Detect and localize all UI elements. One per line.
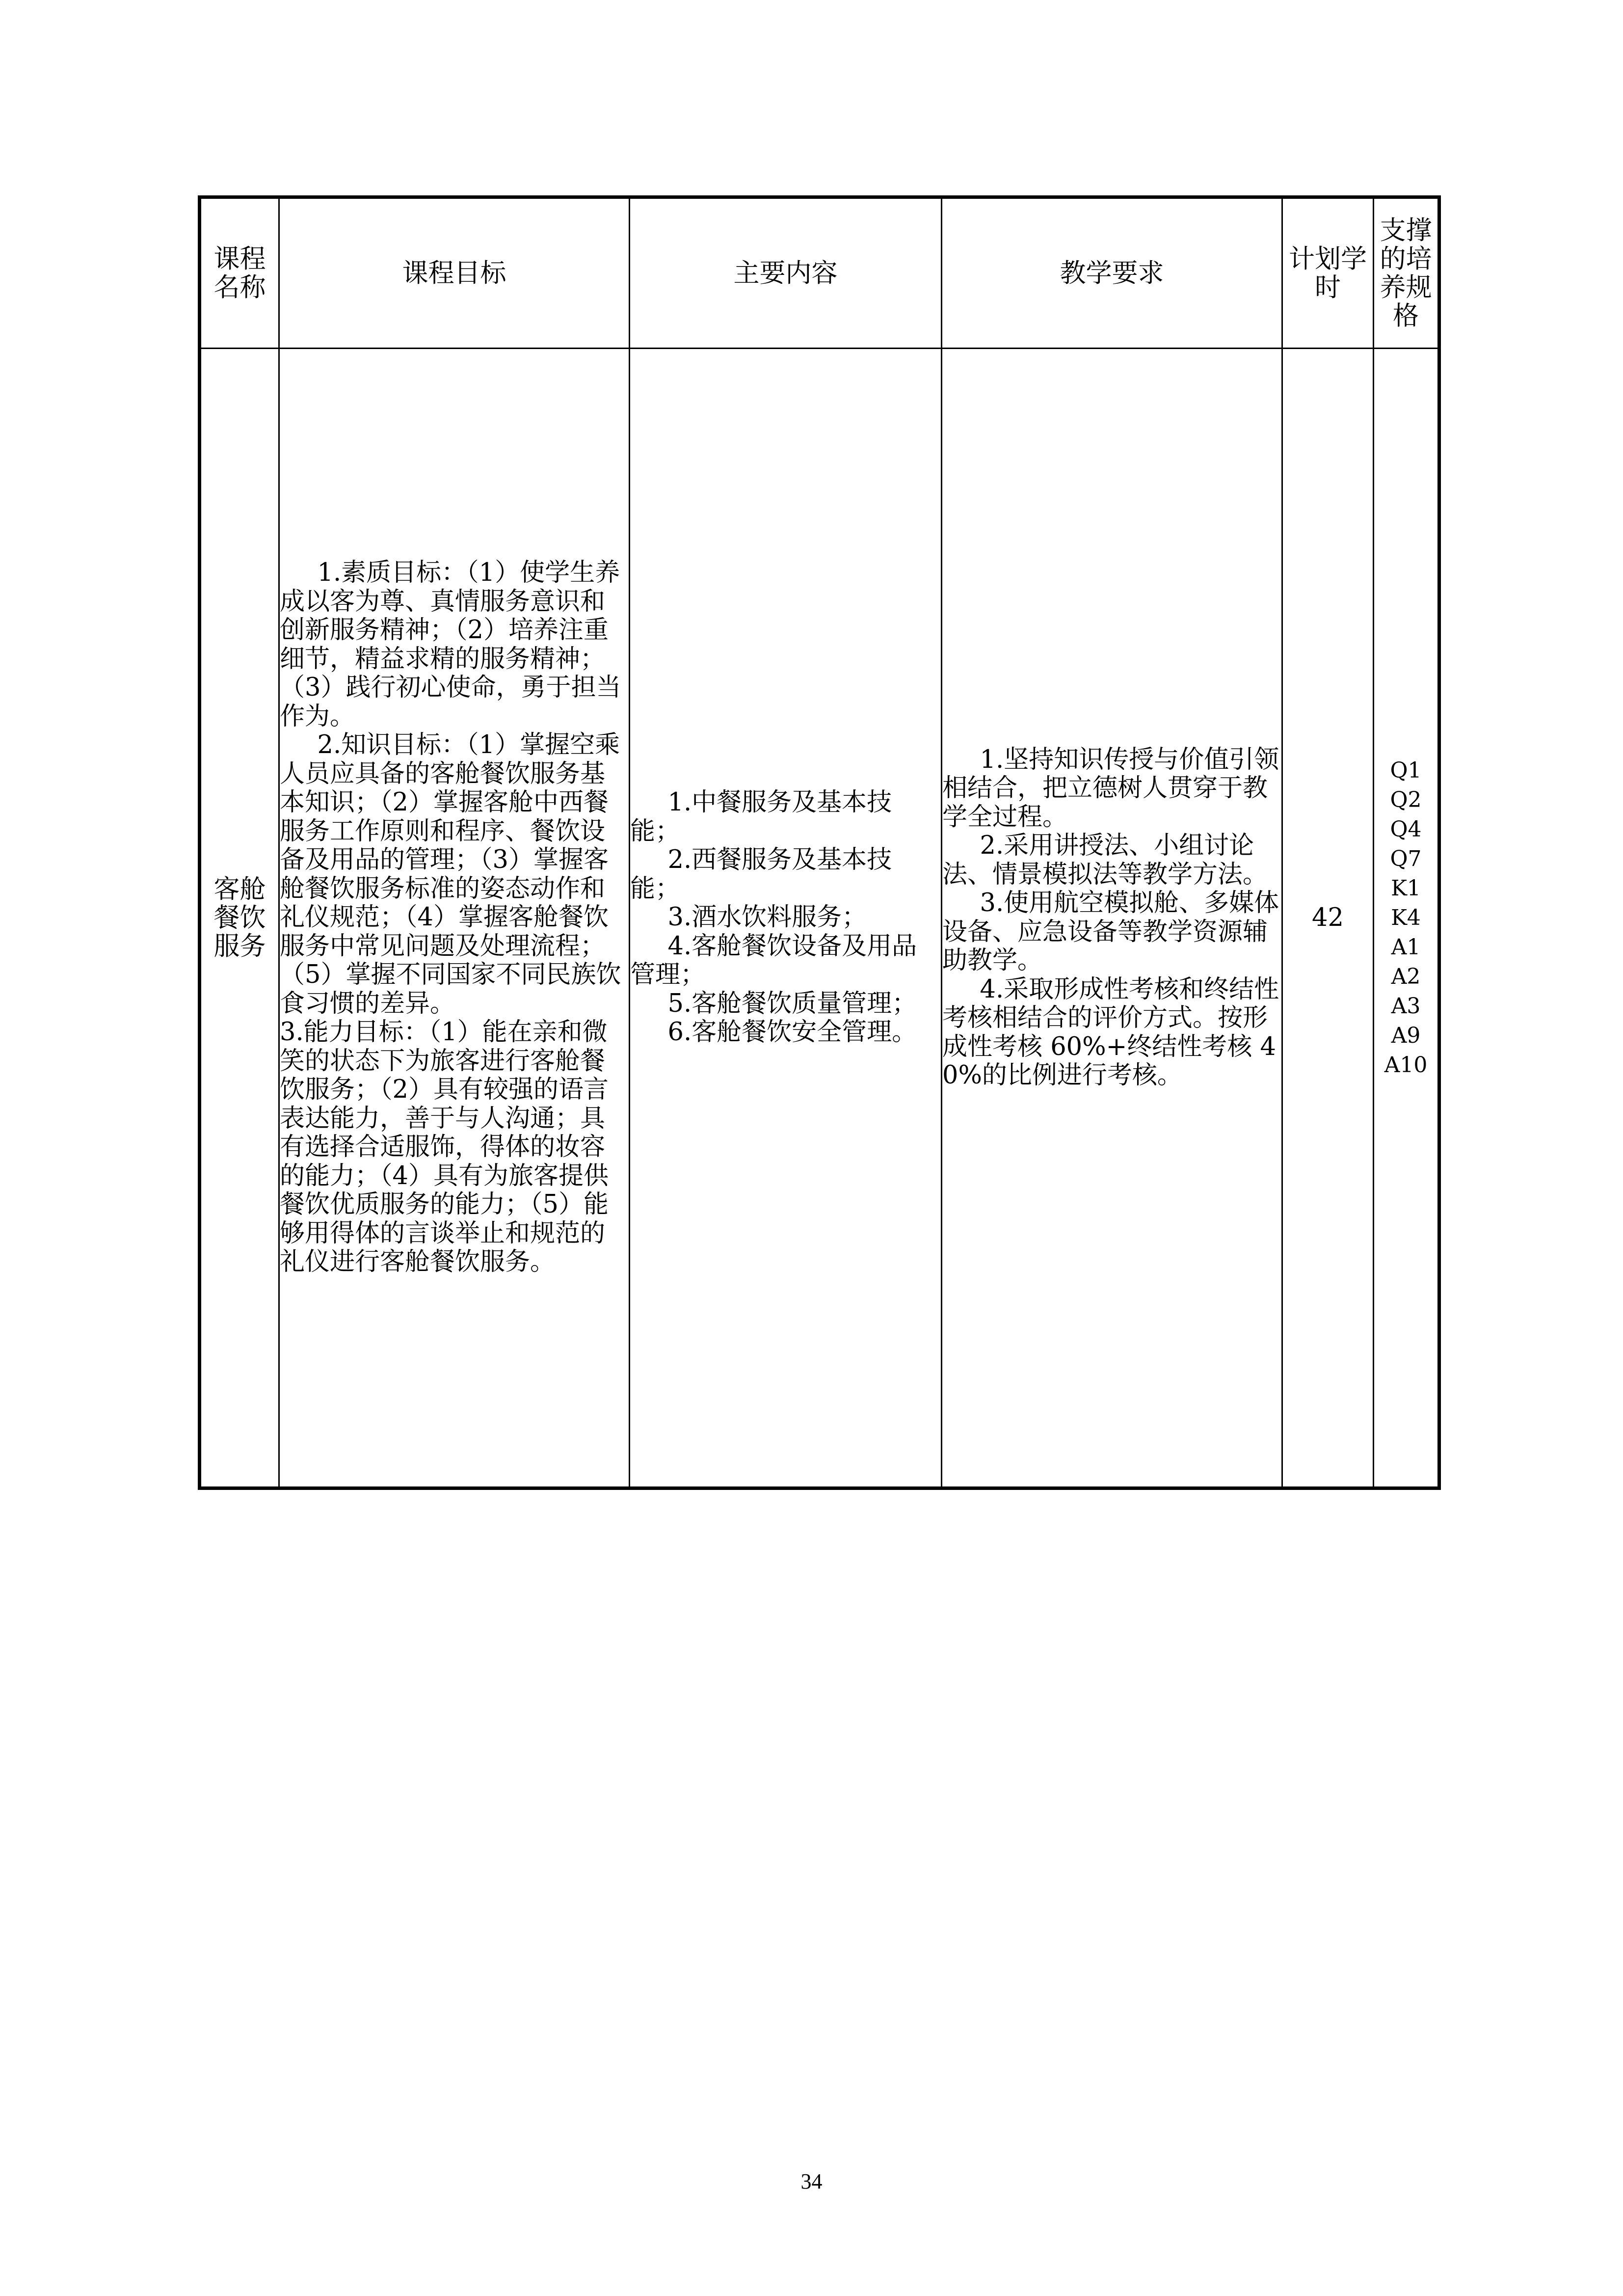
goal-quality: 1.素质目标：（1）使学生养成以客为尊、真情服务意识和创新服务精神；（2）培养注重细节，精益求精的服务精神；（3）践行初心使命，勇于担当作为。 [280, 558, 621, 731]
spec-code: Q4 [1390, 816, 1422, 842]
header-supported-specs: 支撑的培养规格 [1374, 197, 1439, 349]
cell-main-content [630, 349, 942, 1488]
cell-course-goal [279, 349, 630, 1488]
course-table [198, 195, 1441, 1490]
spec-code: Q7 [1390, 846, 1422, 871]
spec-code: A2 [1391, 964, 1421, 989]
spec-code: A10 [1384, 1052, 1428, 1078]
table-row [200, 349, 1439, 1488]
requirement-3: 3.使用航空模拟舱、多媒体设备、应急设备等教学资源辅助教学。 [942, 889, 1279, 975]
content-item-5: 5.客舱餐饮质量管理； [667, 989, 917, 1018]
header-main-content: 主要内容 [630, 197, 942, 349]
content-item-1: 1.中餐服务及基本技能； [630, 788, 892, 846]
requirement-2: 2.采用讲授法、小组讨论法、情景模拟法等教学方法。 [942, 831, 1268, 889]
cell-supported-specs [1374, 349, 1439, 1488]
cell-teaching-requirements [942, 349, 1282, 1488]
header-teaching-requirements: 教学要求 [942, 197, 1282, 349]
content-item-6: 6.客舱餐饮安全管理。 [667, 1018, 917, 1047]
spec-code: A3 [1391, 993, 1421, 1019]
cell-planned-hours: 42 [1282, 349, 1374, 1488]
header-planned-hours: 计划学时 [1282, 197, 1374, 349]
page-number: 34 [800, 2169, 823, 2193]
spec-code: Q2 [1390, 787, 1422, 812]
table-header-row [200, 197, 1439, 349]
goal-ability: 3.能力目标：（1）能在亲和微笑的状态下为旅客进行客舱餐饮服务；（2）具有较强的语言表达能力，善于与人沟通；具有选择合适服饰，得体的妆容的能力；（4）具有为旅客提供餐饮优质服务的能力；（5）能够用得体的言谈举止和规范的礼仪进行客舱餐饮服务。 [280, 1018, 609, 1277]
requirement-4: 4.采取形成性考核和终结性考核相结合的评价方式。按形成性考核 60%+终结性考核 40%的比例进行考核。 [942, 974, 1279, 1090]
spec-code: Q1 [1390, 757, 1422, 783]
content-item-3: 3.酒水饮料服务； [667, 903, 867, 932]
requirement-1: 1.坚持知识传授与价值引领相结合，把立德树人贯穿于教学全过程。 [942, 745, 1279, 832]
header-course-goal: 课程目标 [279, 197, 630, 349]
goal-knowledge: 2.知识目标：（1）掌握空乘人员应具备的客舱餐饮服务基本知识；（2）掌握客舱中西餐服务工作原则和程序、餐饮设备及用品的管理；（3）掌握客舱餐饮服务标准的姿态动作和礼仪规范；（4）掌握客舱餐饮服务中常见问题及处理流程；（5）掌握不同国家不同民族饮食习惯的差异。 [280, 730, 621, 1018]
cell-course-name: 客舱餐饮服务 [200, 349, 279, 1488]
content-item-4: 4.客舱餐饮设备及用品管理； [630, 931, 917, 990]
content-item-2: 2.西餐服务及基本技能； [630, 845, 892, 903]
spec-code: A1 [1391, 934, 1421, 960]
spec-code: K4 [1391, 905, 1421, 930]
header-course-name: 课程名称 [200, 197, 279, 349]
spec-code: K1 [1391, 875, 1421, 901]
spec-code: A9 [1391, 1023, 1421, 1048]
